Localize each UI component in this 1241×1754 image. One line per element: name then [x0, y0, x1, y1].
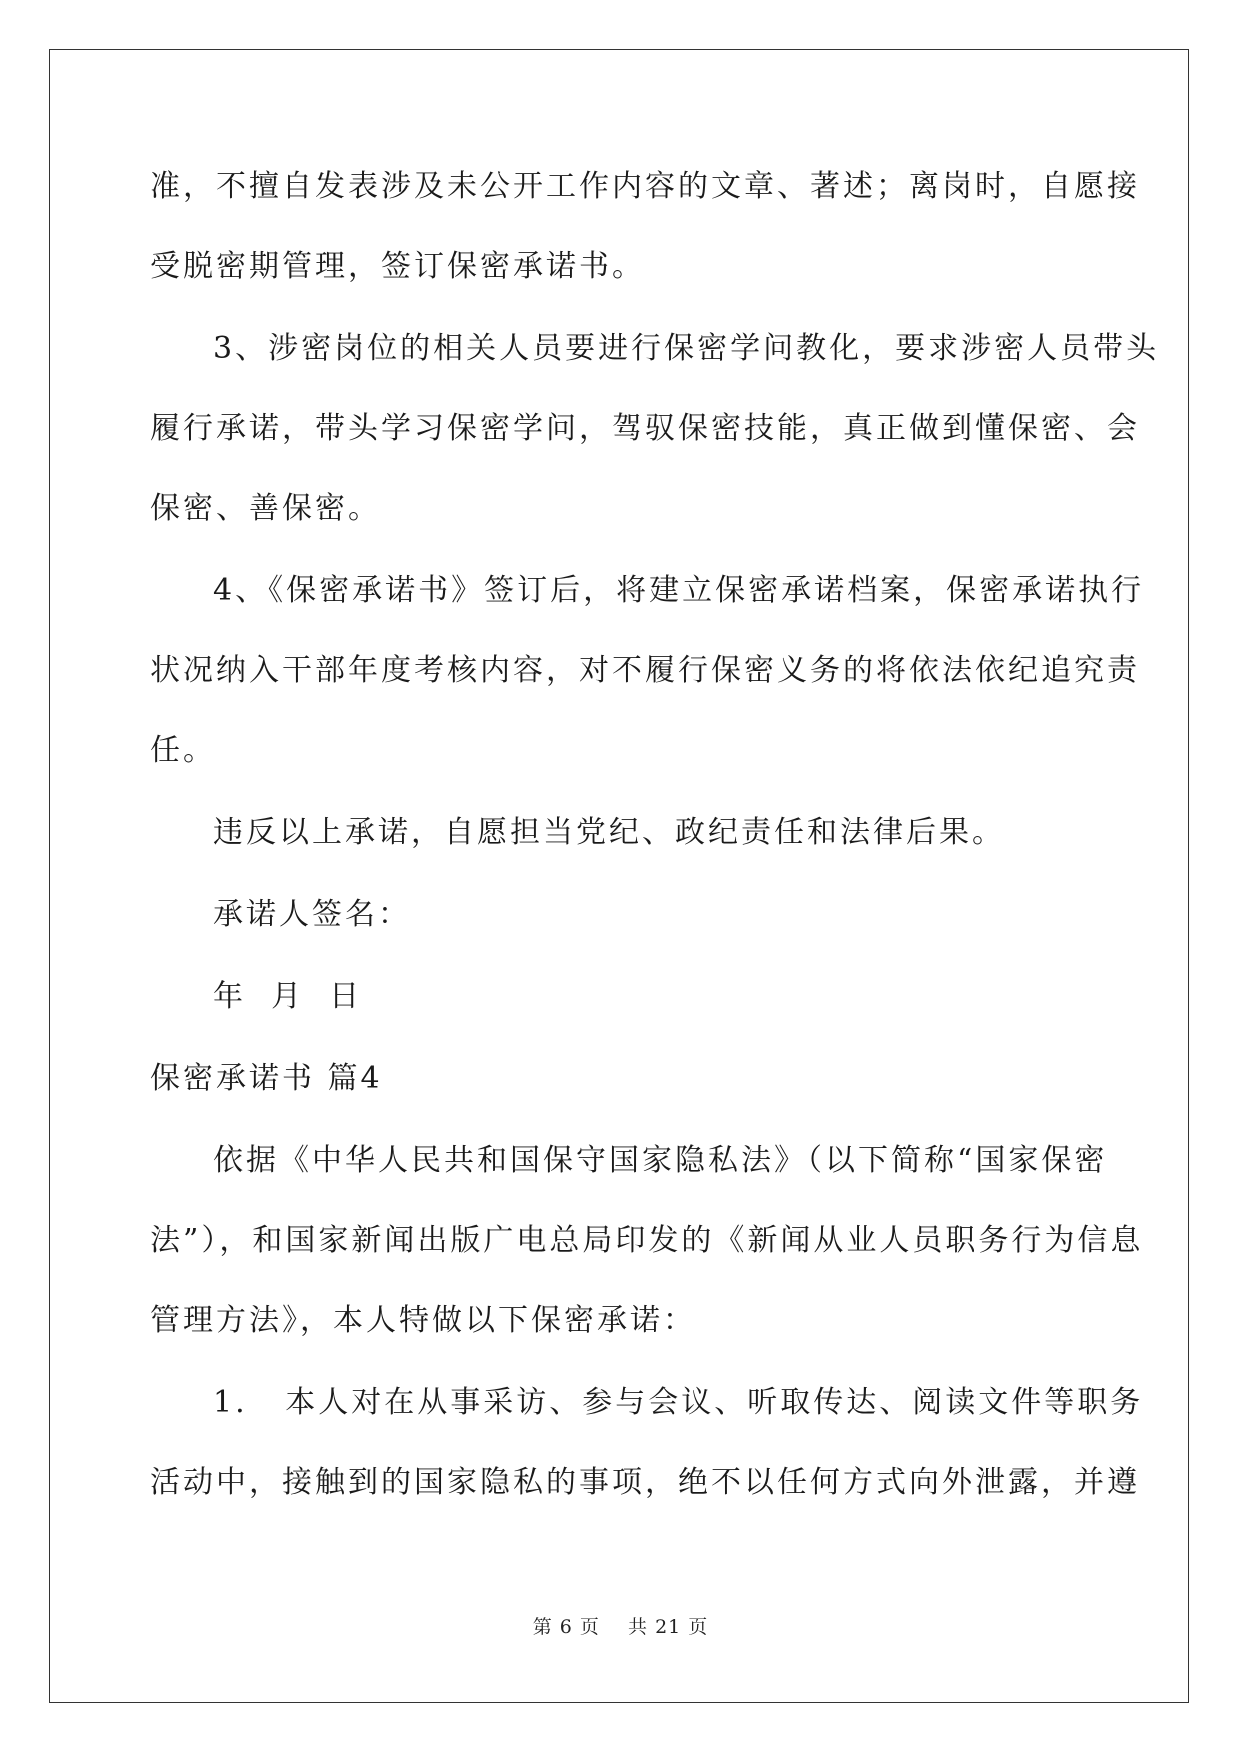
item-1-line: 1. 本人对在从事采访、参与会议、听取传达、阅读文件等职务: [213, 1385, 1144, 1420]
text-line: 状况纳入干部年度考核内容，对不履行保密义务的将依法依纪追究责: [150, 653, 1140, 688]
paragraph-4-line: 4、《保密承诺书》签订后，将建立保密承诺档案，保密承诺执行: [213, 573, 1145, 608]
paragraph-3-line: 3、涉密岗位的相关人员要进行保密学问教化，要求涉密人员带头: [213, 331, 1160, 366]
violation-statement: 违反以上承诺，自愿担当党纪、政纪责任和法律后果。: [213, 815, 1005, 850]
text-line: 法”），和国家新闻出版广电总局印发的《新闻从业人员职务行为信息: [150, 1223, 1144, 1258]
page-number-footer: 第 6 页 共 21 页: [532, 1616, 709, 1638]
text-line: 管理方法》，本人特做以下保密承诺：: [150, 1303, 696, 1338]
date-line: 年 月 日: [213, 979, 363, 1014]
text-line: 受脱密期管理，签订保密承诺书。: [150, 249, 645, 284]
text-line: 任。: [150, 733, 216, 768]
text-line: 活动中，接触到的国家隐私的事项，绝不以任何方式向外泄露，并遵: [150, 1465, 1140, 1500]
text-line: 准，不擅自发表涉及未公开工作内容的文章、著述；离岗时，自愿接: [150, 169, 1140, 204]
document-body: [150, 166, 1160, 1504]
text-line: 保密、善保密。: [150, 491, 381, 526]
paragraph-intro-line: 依据《中华人民共和国保守国家隐私法》（以下简称“国家保密: [213, 1143, 1108, 1178]
signature-label: 承诺人签名：: [213, 897, 411, 932]
section-heading: 保密承诺书 篇4: [150, 1061, 383, 1096]
text-line: 履行承诺，带头学习保密学问，驾驭保密技能，真正做到懂保密、会: [150, 411, 1140, 446]
